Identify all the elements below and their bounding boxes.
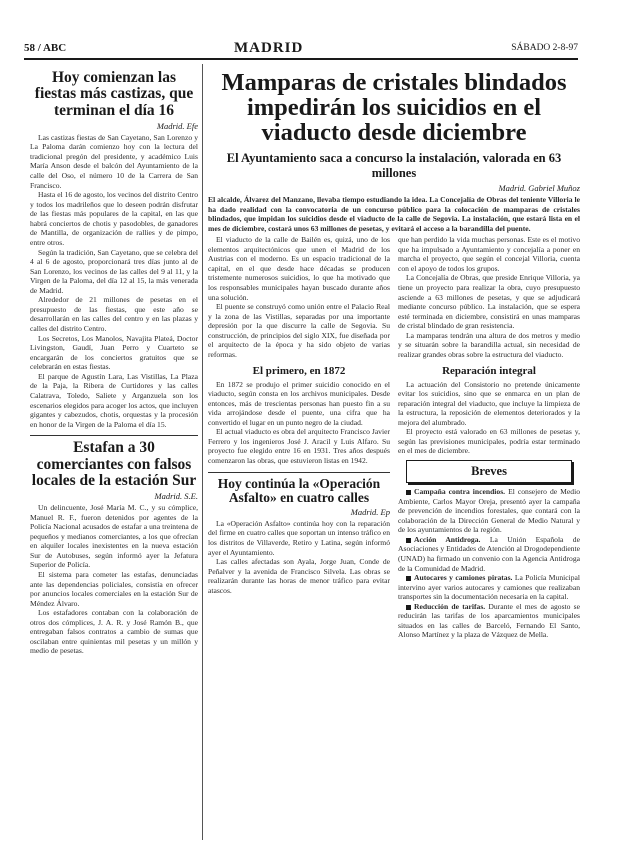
main-byline: Madrid. Gabriel Muñoz <box>498 182 580 193</box>
main-headline: Mamparas de cristales blindados impedirán los suicidios en el viaducto desde diciembre <box>221 69 567 146</box>
article-paragraph: El viaducto de la calle de Bailén es, quizá, uno de los elementos arquitectónicos que unen el Madrid de los Austrias con el moderno. Es un espacio tradicional de la capital, en el que desde hace décadas se producen tristemente numerosos suicidios, lo que ha motivado que los responsables municipales hayan buscado durante años una solución. <box>208 235 390 302</box>
main-lead-paragraph: El alcalde, Álvarez del Manzano, llevaba tiempo estudiando la idea. La Concejalía de Obras del teniente Villoria le ha dado realidad con la convocatoria de un concurso público para la colocación de mamparas de cristales blindados, que impidan los suicidios desde el viaducto de la calle de Segovia. La instalación, que estará lista en el mes de diciembre, costará unos 63 millones de pesetas, y evitará el acceso a la barandilla del puente. <box>208 194 580 233</box>
main-body-col-a <box>208 235 390 640</box>
article-separator <box>30 435 198 436</box>
bullet-square-icon <box>406 576 411 581</box>
article-paragraph: La mamparas tendrán una altura de dos metros y medio y se situarán sobre la barandilla actual, sin necesidad de realizar grandes obras sobre la estructura del viaducto. <box>398 330 580 359</box>
inset-headline-asfalto: Hoy continúa la «Operación Asfalto» en cuatro calles <box>217 475 381 505</box>
article-headline-estafan: Estafan a 30 comerciantes con falsos locales de la estación Sur <box>31 439 197 489</box>
main-body-col-b <box>398 235 580 640</box>
bullet-square-icon <box>406 538 411 543</box>
breve-item: Campaña contra incendios. El consejero de Medio Ambiente, Carlos Mayor Oreja, presentó ayer la campaña de prevención de incendios forestales, que contará con la colaboración de la Dirección General de Medio Natural y de los ayuntamientos de la región. <box>398 487 580 535</box>
section-title: MADRID <box>234 40 304 56</box>
article-paragraph: En 1872 se produjo el primer suicidio conocido en el viaducto, según consta en los archivos municipales. Desde entonces, más de trescientas personas han puesto fin a su vida arrojándose desde el puente, una cifra que ha convertido el lugar en un punto negro de la ciudad. <box>208 379 390 427</box>
article-paragraph: Las calles afectadas son Ayala, Jorge Juan, Conde de Peñalver y la avenida de Francisco Silvela. Las obras se realizarán durante las horas de menor tráfico para evitar atascos. <box>208 557 390 595</box>
page-number-section: 58 / ABC <box>24 42 67 54</box>
article-paragraph: El parque de Agustín Lara, Las Vistillas, La Plaza de la Paja, la Ribera de Curtidores y las calles Calatrava, Toledo, Saliete y Arganzuela son los escenarios elegidos para acoger los actos, que incluyen gigantes y cabezudos, chotis, orquestas y la procesión en honor de la Virgen de la Paloma el día 15. <box>30 371 198 429</box>
main-body-columns <box>208 235 580 640</box>
article-paragraph: La actuación del Consistorio no pretende únicamente evitar los suicidios, sino que se enmarca en un plan de reparación integral del viaducto, que incluye la limpieza de la estructura, la reposición de elementos deteriorados y la mejora del alumbrado. <box>398 379 580 427</box>
article-paragraph: Hasta el 16 de agosto, los vecinos del distrito Centro y todos los madrileños que lo deseen podrán disfrutar de las fiestas más populares de la capital, en las que habrá conciertos de chotis y pasodobles, de ganadores de Mantilla, de organización de rallies y de pimpo, entre otros. <box>30 190 198 247</box>
article-paragraph: Los estafadores contaban con la colaboración de otros dos cómplices, J. A. R. y José Ramón B., que entregaban falsos contratos a cambio de sumas que oscilaban entre quinientas mil pesetas y un millón y medio de pesetas. <box>30 608 198 656</box>
article-paragraph: Los Secretos, Los Manolos, Navajita Plateá, Doctor Livingston, Gaudí, Juan Perro y Cuarteto se encargarán de los conciertos gratuitos que se celebrarán en estas fiestas. <box>30 333 198 372</box>
article-paragraph: Según la tradición, San Cayetano, que se celebra del 4 al 6 de agosto, proporcionará tres días junto al de San Lorenzo, los vecinos de las calles del 9 al 11, y la Virgen de la Paloma, del día 12 al 15, la más venerada de Madrid. <box>30 247 198 295</box>
issue-date: SÁBADO 2-8-97 <box>511 43 578 53</box>
article-byline: Madrid. S.E. <box>154 491 198 502</box>
right-column <box>208 70 580 840</box>
article-paragraph: El puente se construyó como unión entre el Palacio Real y la zona de las Vistillas, separadas por una importante depresión por la que discurre la calle de Segovia. Su construcción, de principios del siglo XIX, fue diseñada por el arquitecto de la época y ha sido objeto de varias reformas. <box>208 302 390 359</box>
breve-item: Acción Antidroga. La Unión Española de Asociaciones y Entidades de Atención al Drogodependiente (UNAD) ha firmado un convenio con la Agencia Antidroga de la Comunidad de Madrid. <box>398 534 580 573</box>
article-paragraph: Alrededor de 21 millones de pesetas en el presupuesto de las fiestas, que este año se desarrollarán en las calles del centro y en las plazas y calles del distrito Centro. <box>30 295 198 334</box>
breve-item: Autocares y camiones piratas. La Policía Municipal intervino ayer varios autocares y camiones que realizaban transportes sin la documentación necesaria en la capital. <box>398 573 580 602</box>
article-paragraph: Un delincuente, José María M. C., y su cómplice, Manuel R. F., fueron detenidos por agentes de la Policía Nacional acusados de estafar a una treintena de pequeños y medianos comerciantes, a los que ofrecían en alquiler locales inexistentes en la nueva estación Sur de Autobuses, según informó ayer la Jefatura Superior de Policía. <box>30 503 198 570</box>
breve-item: Reducción de tarifas. Durante el mes de agosto se reducirán las tarifas de los aparcamientos municipales situados en las calles de Barceló, Fernando El Santo, Alonso Martínez y la plaza de Vázquez de Mella. <box>398 601 580 640</box>
article-paragraph: El proyecto está valorado en 63 millones de pesetas y, según las previsiones municipales, podría estar terminado en el mes de diciembre. <box>398 427 580 456</box>
main-subheadline: El Ayuntamiento saca a concurso la instalación, valorada en 63 millones <box>226 150 562 180</box>
left-column <box>30 70 198 840</box>
article-headline-fiestas: Hoy comienzan las fiestas más castizas, que terminan el día 16 <box>34 69 194 119</box>
breves-header: Breves <box>406 460 572 483</box>
article-paragraph: La «Operación Asfalto» continúa hoy con la reparación del firme en cuatro calles que soportan un intenso tráfico en los distritos de Villaverde, Retiro y Latina, según informó ayer el Ayuntamiento. <box>208 518 390 557</box>
article-separator <box>208 472 390 473</box>
article-paragraph: El sistema para cometer las estafas, denunciadas ante las dependencias policiales, consistía en ofrecer por anuncios locales comerciales en la estación Sur de Méndez Álvaro. <box>30 569 198 608</box>
article-paragraph: El actual viaducto es obra del arquitecto Francisco Javier Ferrero y los ingenieros José J. Aracil y Luis Alfaro. Su proyecto fue elegido entre 16 en 1931. Tres años después comenzaron las obras, que estuvieron listas en 1942. <box>208 427 390 466</box>
article-paragraph: Las castizas fiestas de San Cayetano, San Lorenzo y La Paloma darán comienzo hoy con la lectura del tradicional pregón del presidente, y académico Luis María Anson desde el balcón del Ayuntamiento de la calle del Oso, el número 10 de la Carrera de San Francisco. <box>30 132 198 190</box>
inset-byline: Madrid. Ep <box>350 506 390 517</box>
subhead-reparacion: Reparación integral <box>442 364 536 377</box>
article-byline: Madrid. Efe <box>156 120 198 131</box>
bullet-square-icon <box>406 490 411 495</box>
page-header <box>24 40 578 60</box>
column-divider <box>202 64 203 840</box>
article-paragraph: que han perdido la vida muchas personas. Este es el motivo que ha impulsado a Ayuntamiento y concejalía a poner en marcha el proyecto, que según el concejal Villoria, cuenta con el apoyo de todos los grupos. <box>398 235 580 273</box>
article-paragraph: La Concejalía de Obras, que preside Enrique Villoria, ya tiene un proyecto para realizar la obra, cuyo presupuesto asciende a 63 millones de pesetas, y que se adjudicará mediante concurso público. La instalación, que se espera esté terminada en diciembre, consistirá en unas mamparas de cristal blindado de gran resistencia. <box>398 273 580 331</box>
bullet-square-icon <box>406 605 411 610</box>
subhead-primero: El primero, en 1872 <box>252 364 346 377</box>
